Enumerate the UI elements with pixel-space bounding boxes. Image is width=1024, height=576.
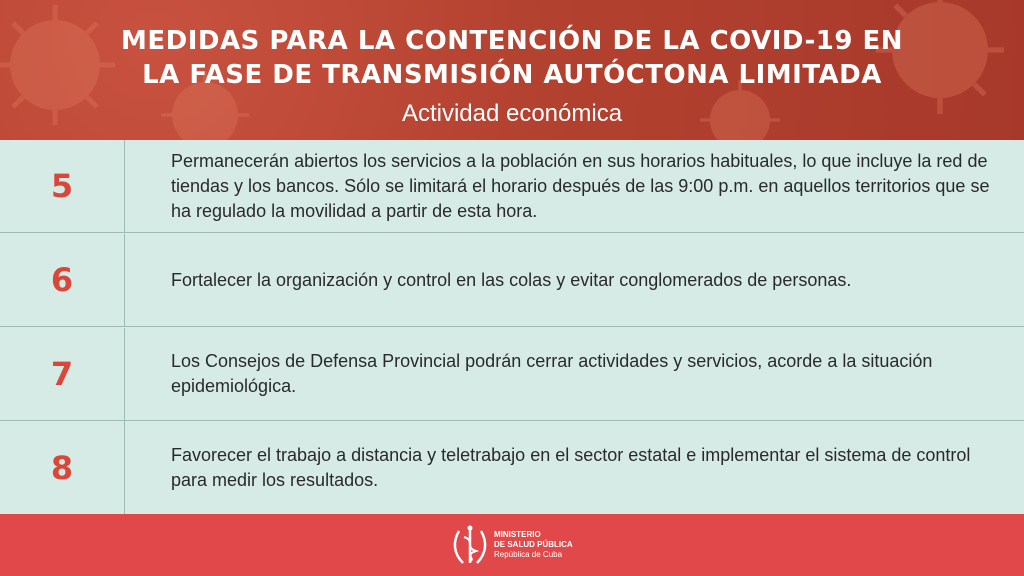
- page-subtitle: Actividad económica: [401, 100, 623, 127]
- measure-text: Permanecerán abiertos los servicios a la población en sus horarios habituales, lo que incluye la red de tiendas y los bancos. Sólo se limitará el horario después de las 9:00 p.m. en aquellos territorios que se ha regulado la movilidad a partir de esta hora.: [171, 150, 990, 221]
- measure-number: 8: [0, 421, 125, 514]
- table-row: [0, 234, 1024, 327]
- logo-text: [494, 530, 573, 560]
- footer-bar: [0, 514, 1024, 576]
- page-title: LA FASE DE TRANSMISIÓN AUTÓCTONA LIMITADA: [142, 60, 882, 90]
- emblem-icon: [451, 523, 489, 567]
- table-row: [0, 421, 1024, 514]
- measure-number: 7: [0, 328, 125, 420]
- logo-line: DE SALUD PÚBLICA: [494, 540, 573, 549]
- measure-text: Fortalecer la organización y control en las colas y evitar conglomerados de personas.: [171, 269, 852, 290]
- measures-table: [0, 140, 1024, 514]
- measure-number: 6: [0, 234, 125, 326]
- page-title: MEDIDAS PARA LA CONTENCIÓN DE LA COVID-19 EN: [121, 26, 903, 56]
- measure-number: 5: [0, 140, 125, 232]
- table-row: [0, 140, 1024, 233]
- table-row: [0, 328, 1024, 421]
- measure-text: Favorecer el trabajo a distancia y teletrabajo en el sector estatal e implementar el sistema de control para medir los resultados.: [171, 444, 971, 490]
- measure-text: Los Consejos de Defensa Provincial podrán cerrar actividades y servicios, acorde a la situación epidemiológica.: [171, 351, 933, 396]
- ministry-logo: [451, 522, 601, 568]
- header-banner: [0, 0, 1024, 140]
- logo-line: República de Cuba: [494, 550, 563, 559]
- logo-line: MINISTERIO: [494, 530, 541, 539]
